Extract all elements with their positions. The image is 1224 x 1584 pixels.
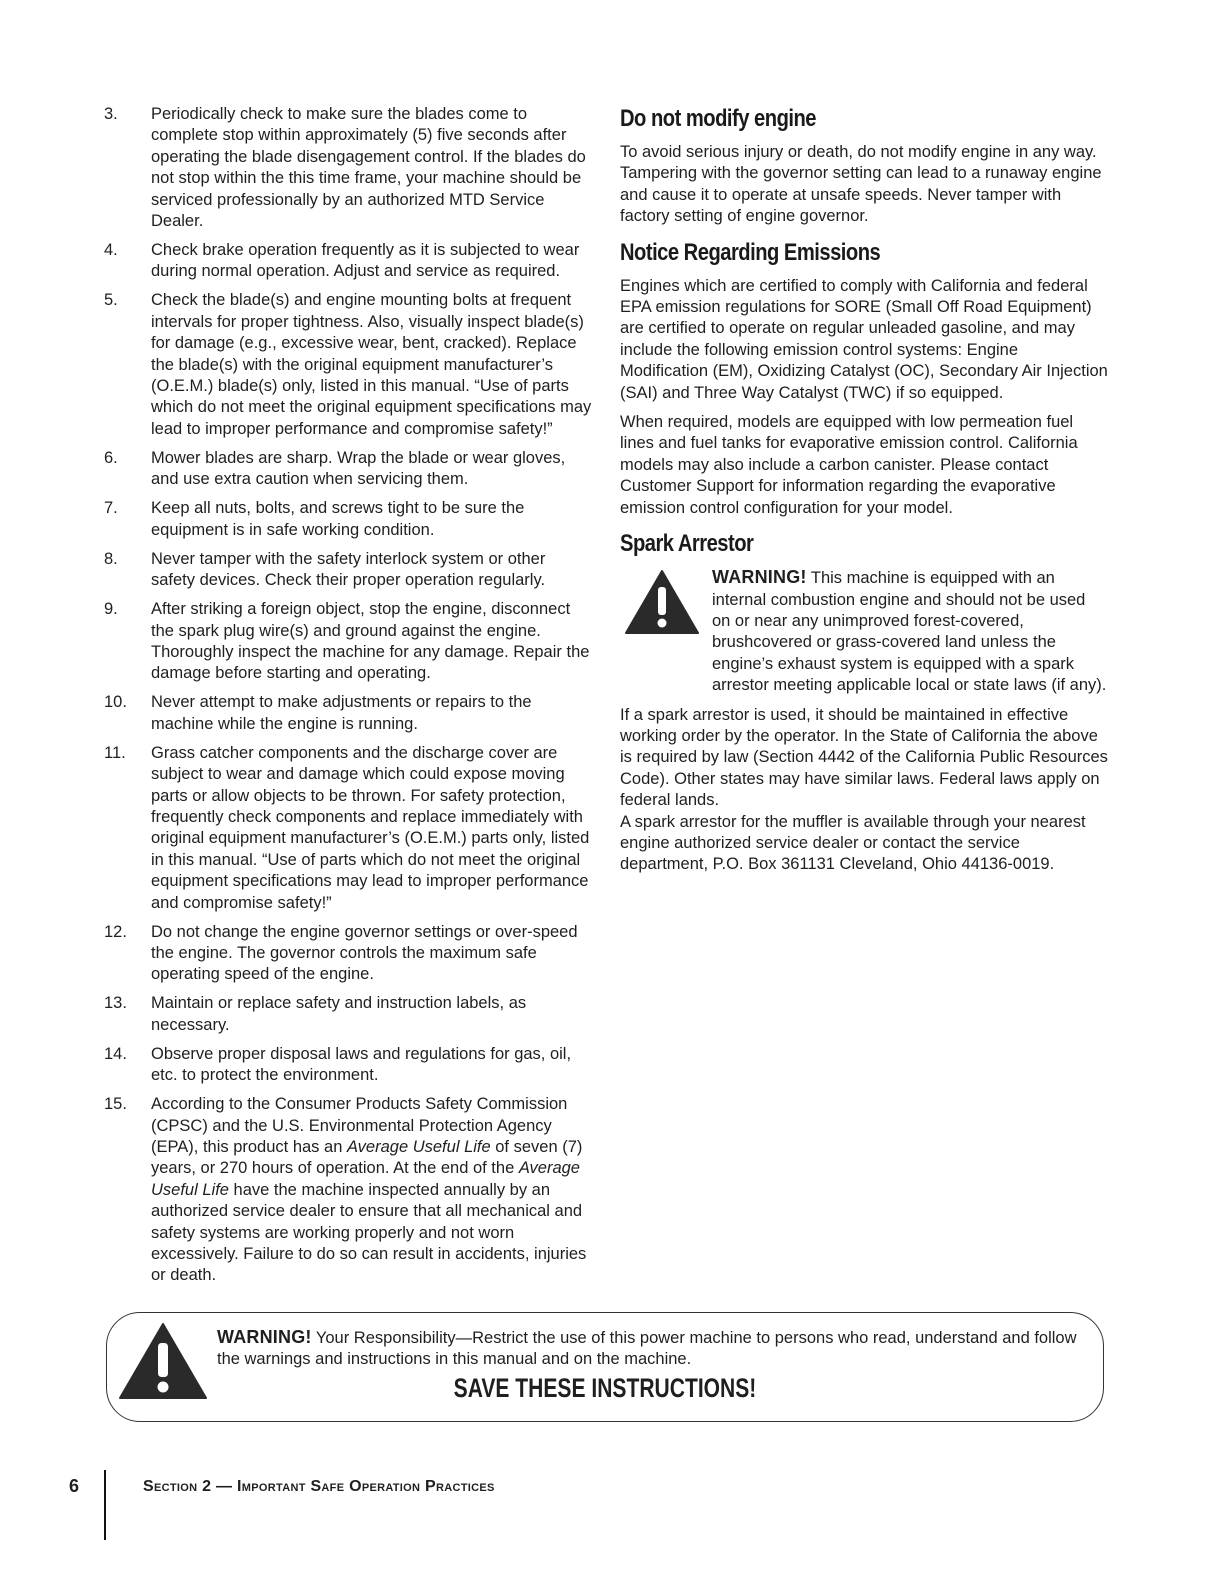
page-footer [0,1470,1224,1540]
spark-warning [620,567,1108,696]
list-item [104,290,592,440]
warning-text: This machine is equipped with an internal combustion engine and should not be used on or near any unimproved forest-covered, brushcovered or grass-covered land unless the engine’s exhaust system is equipped with a spark arrestor meeting applicable local or state laws (if any). [712,569,1107,695]
list-text: Observe proper disposal laws and regulations for gas, oil, etc. to protect the environment. [151,1044,572,1085]
emissions-heading: Notice Regarding Emissions [620,238,881,266]
list-number: 11. [104,743,126,762]
list-number: 15. [104,1095,127,1114]
list-number: 13. [104,994,127,1013]
list-item [104,692,592,735]
list-text: Keep all nuts, bolts, and screws tight to be sure the equipment is in safe working condition. [151,499,525,539]
list-text: After striking a foreign object, stop the engine, disconnect the spark plug wire(s) and ground against the engine. Thoroughly inspect the machine for any damage. Repair the damage before starting and operating. [151,600,590,683]
right-column [620,104,1108,876]
warning-triangle-icon [624,569,700,640]
list-item [104,448,592,491]
list-number: 7. [104,499,118,518]
list-item [104,240,592,283]
list-text: Check brake operation frequently as it is subjected to wear during normal operation. Adjust and service as required. [151,241,580,281]
list-item [104,743,592,914]
modify-engine-text: To avoid serious injury or death, do not modify engine in any way. Tampering with the governor setting can lead to a runaway engine and cause it to operate at unsafe speeds. Never tamper with factory setting of engine governor. [620,143,1102,226]
list-number: 6. [104,448,118,467]
spark-paragraph: A spark arrestor for the muffler is available through your nearest engine authorized service dealer or contact the service department, P.O. Box 361131 Cleveland, Ohio 44136-0019. [620,812,1086,874]
list-number: 3. [104,105,118,123]
list-text: Do not change the engine governor settings or over-speed the engine. The governor controls the maximum safe operating speed of the engine. [151,922,578,984]
emissions-paragraph: Engines which are certified to comply with California and federal EPA emission regulations for SORE (Small Off Road Equipment) are certified to operate on regular unleaded gasoline, and may include the following emission control systems: Engine Modification (EM), Oxidizing Catalyst (OC), Secondary Air Injection (SAI) and Three Way Catalyst (TWC) if so equipped. [620,276,1108,402]
useful-life-term: Average Useful Life [346,1138,491,1156]
warning-label: WARNING! [712,567,807,588]
responsibility-warning-box [106,1312,1104,1422]
list-item [104,104,592,232]
left-column [104,104,592,1294]
list-text: Never attempt to make adjustments or repairs to the machine while the engine is running. [151,693,532,733]
list-item [104,549,592,592]
list-item [104,922,592,986]
spark-arrestor-text [620,705,1108,876]
warning-label: WARNING! [217,1327,312,1347]
useful-life-text-e: have the machine inspected annually by an authorized service dealer to ensure that all mechanical and safety systems are working properly and not worn excessively. Failure to do so can result in accidents, injuries or death. [151,1180,587,1285]
list-number: 10. [104,693,127,712]
list-number: 5. [104,291,118,310]
list-number: 4. [104,241,118,260]
warning-text: Your Responsibility—Restrict the use of this power machine to persons who read, understand and follow the warnings and instructions in this manual and on the machine. [217,1329,1077,1369]
footer-divider [104,1470,106,1540]
list-text [151,1095,586,1284]
responsibility-text [217,1327,1077,1371]
list-text: Grass catcher components and the discharge cover are subject to wear and damage which could expose moving parts or allow objects to be thrown. For safety protection, frequently check components and replace immediately with original equipment manufacturer’s (O.E.M.) parts only, listed in this manual. “Use of parts which do not meet the original equipment specifications may lead to improper performance and compromise safety!” [151,743,590,912]
section-title: Section 2 — Important Safe Operation Practices [143,1478,495,1495]
list-number: 9. [104,600,118,619]
list-item [104,1044,592,1087]
list-text: Mower blades are sharp. Wrap the blade or wear gloves, and use extra caution when servicing them. [151,448,566,489]
useful-life-text-a: According to the Consumer Products Safety Commission (CPSC) and the U.S. Environmental Protection Agency (EPA), this product has an [151,1095,568,1156]
list-number: 12. [104,922,127,941]
spark-arrestor-heading: Spark Arrestor [620,530,754,558]
list-number: 8. [104,549,118,568]
useful-life-term: Average Useful Life [151,1159,580,1199]
useful-life-text-c: of seven (7) years, or 270 hours of operation. At the end of the [151,1138,583,1178]
modify-engine-heading: Do not modify engine [620,105,816,132]
list-item-useful-life [104,1094,592,1287]
safety-list [104,104,592,1287]
list-item [104,993,592,1036]
list-text: Maintain or replace safety and instruction labels, as necessary. [151,994,527,1034]
warning-triangle-icon [117,1321,209,1406]
save-instructions-title: SAVE THESE INSTRUCTIONS! [453,1373,757,1403]
list-item [104,599,592,685]
emissions-paragraph: When required, models are equipped with low permeation fuel lines and fuel tanks for evaporative emission control. California models may also include a carbon canister. Please contact Customer Support for information regarding the evaporative emission control configuration for your model. [620,413,1078,517]
list-text: Periodically check to make sure the blades come to complete stop within approximately (5) five seconds after operating the blade disengagement control. If the blades do not stop within the this time frame, your machine should be serviced professionally by an authorized MTD Service Dealer. [151,105,586,231]
list-text: Check the blade(s) and engine mounting bolts at frequent intervals for proper tightness. Also, visually inspect blade(s) for damage (e.g., excessive wear, bent, cracked). Replace the blade(s) with the original equipment manufacturer’s (O.E.M.) blade(s) only, listed in this manual. “Use of parts which do not meet the original equipment specifications may lead to improper performance and compromise safety!” [151,291,592,438]
list-item [104,498,592,541]
spark-paragraph: If a spark arrestor is used, it should be maintained in effective working order by the operator. In the State of California the above is required by law (Section 4442 of the California Public Resources Code). Other states may have similar laws. Federal laws apply on federal lands. [620,705,1108,810]
list-text: Never tamper with the safety interlock system or other safety devices. Check their proper operation regularly. [151,549,546,590]
page-number: 6 [69,1476,80,1496]
list-number: 14. [104,1044,127,1063]
